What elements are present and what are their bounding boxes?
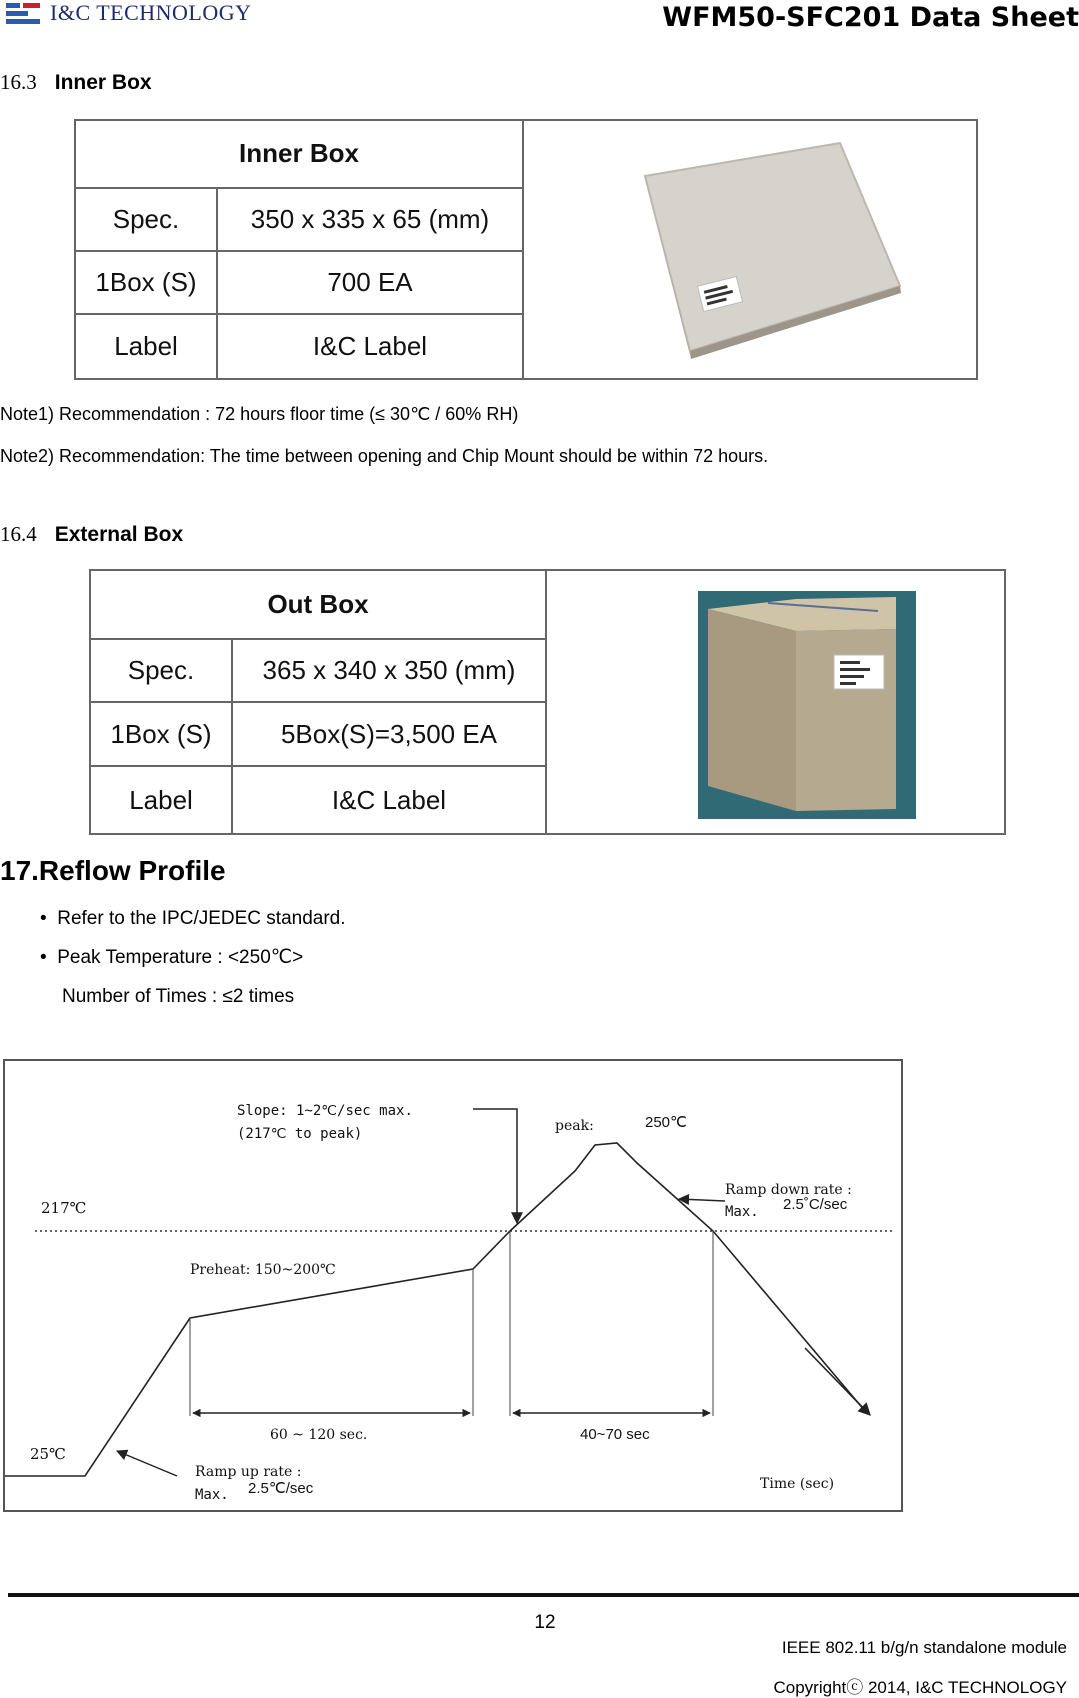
section-title: Inner Box (54, 71, 152, 94)
ramp-up-label: Ramp up rate : (195, 1464, 302, 1480)
footer-module-text: IEEE 802.11 b/g/n standalone module (781, 1638, 1067, 1657)
inner-box-spec-value: 350 x 335 x 65 (mm) (217, 188, 523, 251)
footer-divider (8, 1593, 1079, 1597)
inner-box-qty-value: 700 EA (217, 251, 523, 315)
document-title: WFM50-SFC201 Data Sheet (662, 2, 1079, 33)
reflow-profile-diagram (3, 1059, 903, 1512)
external-box-table-heading: Out Box (90, 570, 546, 639)
bullet-text: Refer to the IPC/JEDEC standard. (57, 908, 346, 929)
logo-text: I&C TECHNOLOGY (50, 0, 252, 25)
above-217-time-label: 40~70 sec (580, 1426, 650, 1443)
external-box-spec-value: 365 x 340 x 350 (mm) (232, 639, 546, 702)
section-title: External Box (54, 523, 184, 546)
page-number: 12 (534, 1612, 556, 1633)
external-box-table (89, 569, 1006, 835)
ramp-up-callout-arrow (117, 1451, 177, 1476)
bullet-text: Peak Temperature : <250℃> (57, 947, 304, 968)
inner-box-label-label: Label (75, 314, 217, 379)
external-box-spec-label: Spec. (90, 639, 232, 702)
company-logo (6, 0, 252, 26)
ramp-up-max-label: Max. (195, 1487, 229, 1503)
external-box-label-label: Label (90, 766, 232, 834)
slope-label-1: Slope: 1~2℃/sec max. (237, 1103, 413, 1119)
external-box-qty-label: 1Box (S) (90, 702, 232, 766)
section-heading-external-box (0, 522, 183, 547)
note-1: Note1) Recommendation : 72 hours floor time (≤ 30℃ / 60% RH) (0, 404, 519, 424)
section-number: 16.4 (0, 522, 37, 546)
peak-label: peak: (555, 1118, 594, 1134)
time-axis-label: Time (sec) (760, 1476, 835, 1492)
reflow-profile-svg (5, 1061, 905, 1514)
peak-value: 250℃ (645, 1114, 687, 1131)
slope-callout-arrow (473, 1109, 517, 1223)
preheat-label: Preheat: 150~200℃ (190, 1262, 336, 1278)
inner-box-image (525, 121, 975, 371)
preheat-time-label: 60 ~ 120 sec. (270, 1427, 368, 1443)
ramp-down-arrow-line (805, 1348, 870, 1415)
section-heading-inner-box (0, 70, 152, 95)
ramp-up-value: 2.5℃/sec (248, 1480, 314, 1497)
inner-box-spec-label: Spec. (75, 188, 217, 251)
external-box-image (548, 571, 1003, 826)
inner-box-label-value: I&C Label (217, 314, 523, 379)
reflow-profile-heading: 17.Reflow Profile (0, 855, 226, 886)
inner-box-qty-label: 1Box (S) (75, 251, 217, 315)
label-217: 217℃ (41, 1199, 87, 1217)
external-box-qty-value: 5Box(S)=3,500 EA (232, 702, 546, 766)
footer-copyright: Copyrightⓒ 2014, I&C TECHNOLOGY (773, 1678, 1067, 1697)
inner-box-table (74, 119, 978, 380)
inner-box-image-cell (523, 120, 977, 379)
slope-label-2: (217℃ to peak) (237, 1126, 363, 1142)
external-box-label-value: I&C Label (232, 766, 546, 834)
external-box-image-cell (546, 570, 1005, 834)
bullet-item: • Refer to the IPC/JEDEC standard. (40, 908, 346, 929)
logo-mark-icon (6, 0, 42, 26)
reflow-times-text: Number of Times : ≤2 times (62, 986, 295, 1007)
ramp-down-label: Ramp down rate : (725, 1182, 852, 1198)
section-number: 16.3 (0, 70, 37, 94)
ramp-down-value: 2.5˚C/sec (783, 1196, 848, 1213)
bullet-item: • Peak Temperature : <250℃> (40, 947, 304, 968)
ramp-down-callout-arrow (679, 1199, 725, 1201)
ramp-down-max-label: Max. (725, 1204, 759, 1220)
inner-box-table-heading: Inner Box (75, 120, 523, 188)
note-2: Note2) Recommendation: The time between opening and Chip Mount should be within 72 hours. (0, 446, 769, 466)
label-25: 25℃ (30, 1445, 66, 1463)
